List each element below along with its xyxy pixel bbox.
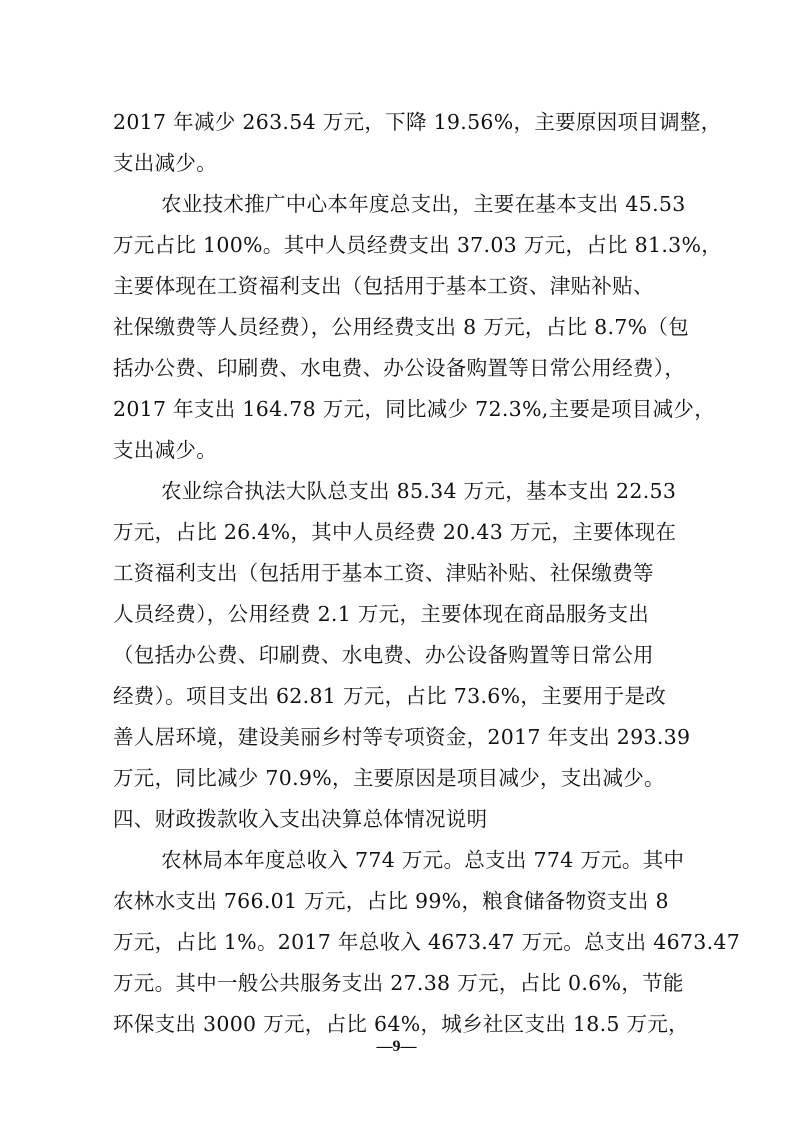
text-line: 2017 年支出 164.78 万元，同比减少 72.3%,主要是项目减少，: [113, 397, 716, 421]
text-line: 农林水支出 766.01 万元，占比 99%，粮食储备物资支出 8: [113, 889, 669, 913]
text-line: 万元，占比 26.4%，其中人员经费 20.43 万元，主要体现在: [113, 520, 677, 544]
text-line: 2017 年减少 263.54 万元，下降 19.56%，主要原因项目调整，: [113, 110, 722, 134]
paragraph-start-line: 农业技术推广中心本年度总支出，主要在基本支出 45.53: [161, 192, 686, 216]
page-number: —9—: [376, 1038, 417, 1055]
text-line: 善人居环境，建设美丽乡村等专项资金，2017 年支出 293.39: [113, 725, 691, 749]
text-line: 万元，占比 1%。2017 年总收入 4673.47 万元。总支出 4673.47: [113, 930, 741, 954]
text-line: 环保支出 3000 万元，占比 64%，城乡社区支出 18.5 万元，: [113, 1012, 689, 1036]
text-line: （包括办公费、印刷费、水电费、办公设备购置等日常公用: [113, 643, 654, 667]
text-line: 主要体现在工资福利支出（包括用于基本工资、津贴补贴、: [113, 274, 654, 298]
text-line: 支出减少。: [113, 438, 217, 462]
paragraph-start-line: 农林局本年度总收入 774 万元。总支出 774 万元。其中: [161, 848, 685, 872]
text-line: 人员经费），公用经费 2.1 万元，主要体现在商品服务支出: [113, 602, 650, 626]
text-line: 社保缴费等人员经费），公用经费支出 8 万元，占比 8.7%（包: [113, 315, 690, 339]
section-heading: 四、财政拨款收入支出决算总体情况说明: [113, 807, 488, 831]
text-line: 经费）。项目支出 62.81 万元，占比 73.6%，主要用于是改: [113, 684, 667, 708]
paragraph-start-line: 农业综合执法大队总支出 85.34 万元，基本支出 22.53: [161, 479, 677, 503]
text-line: 万元占比 100%。其中人员经费支出 37.03 万元，占比 81.3%，: [113, 233, 723, 257]
text-line: 万元，同比减少 70.9%，主要原因是项目减少，支出减少。: [113, 766, 665, 790]
text-line: 工资福利支出（包括用于基本工资、津贴补贴、社保缴费等: [113, 561, 654, 585]
text-line: 括办公费、印刷费、水电费、办公设备购置等日常公用经费），: [113, 356, 686, 380]
text-line: 支出减少。: [113, 151, 217, 175]
text-line: 万元。其中一般公共服务支出 27.38 万元，占比 0.6%，节能: [113, 971, 684, 995]
